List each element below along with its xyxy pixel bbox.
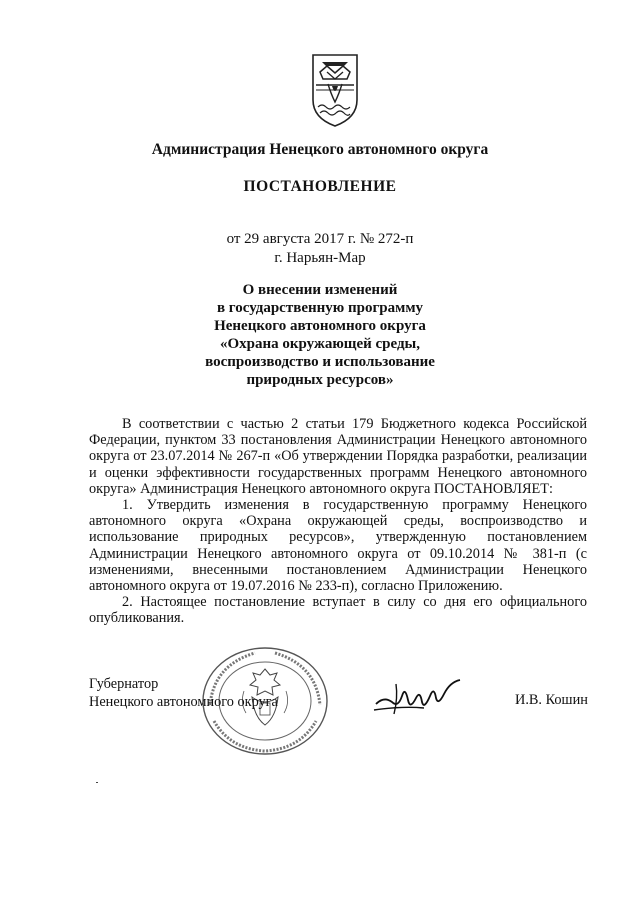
document-subject (0, 281, 640, 389)
preamble-paragraph: В соответствии с частью 2 статьи 179 Бюджетного кодекса Российской Федерации, пунктом 33 постановления Администрации Ненецкого автономного округа от 23.07.2014 № 267-п «Об утверждении Порядка разработки, реализации и оценки эффективности государственных программ Ненецкого автономного округа» Администрация Ненецкого автономного округа ПОСТАНОВЛЯЕТ: (89, 416, 587, 497)
date-number: от 29 августа 2017 г. № 272-п (226, 231, 414, 247)
subject-line: в государственную программу (216, 300, 424, 316)
handwritten-signature-icon (372, 674, 464, 722)
subject-line: воспроизводство и использование (205, 354, 435, 370)
document-body (89, 416, 587, 627)
subject-line: природных ресурсов» (246, 372, 394, 388)
signatory-position (89, 676, 278, 711)
clause-2-paragraph: 2. Настоящее постановление вступает в силу со дня его официального опубликования. (89, 594, 587, 627)
subject-line: Ненецкого автономного округа (214, 318, 426, 334)
position-line: Губернатор (89, 676, 159, 692)
coat-of-arms-icon (310, 52, 360, 128)
document-type-title: ПОСТАНОВЛЕНИЕ (243, 178, 397, 195)
date-and-place (0, 230, 640, 268)
organization-title: Администрация Ненецкого автономного округа (151, 141, 489, 158)
city: г. Нарьян-Мар (274, 250, 366, 266)
position-line: Ненецкого автономного округа (89, 693, 278, 710)
clause-1-paragraph: 1. Утвердить изменения в государственную программу Ненецкого автономного округа «Охрана окружающей среды, воспроизводство и использование природных ресурсов», утвержденную постановлением Администрации Ненецкого автономного округа от 09.10.2014 № 381-п (с изменениями, внесенными постановлением Администрации Ненецкого автономного округа от 19.07.2016 № 233-п), согласно Приложению. (89, 497, 587, 595)
subject-line: «Охрана окружающей среды, (219, 336, 421, 352)
signatory-name: И.В. Кошин (515, 692, 588, 708)
subject-line: О внесении изменений (242, 282, 398, 298)
margin-mark (96, 782, 98, 783)
